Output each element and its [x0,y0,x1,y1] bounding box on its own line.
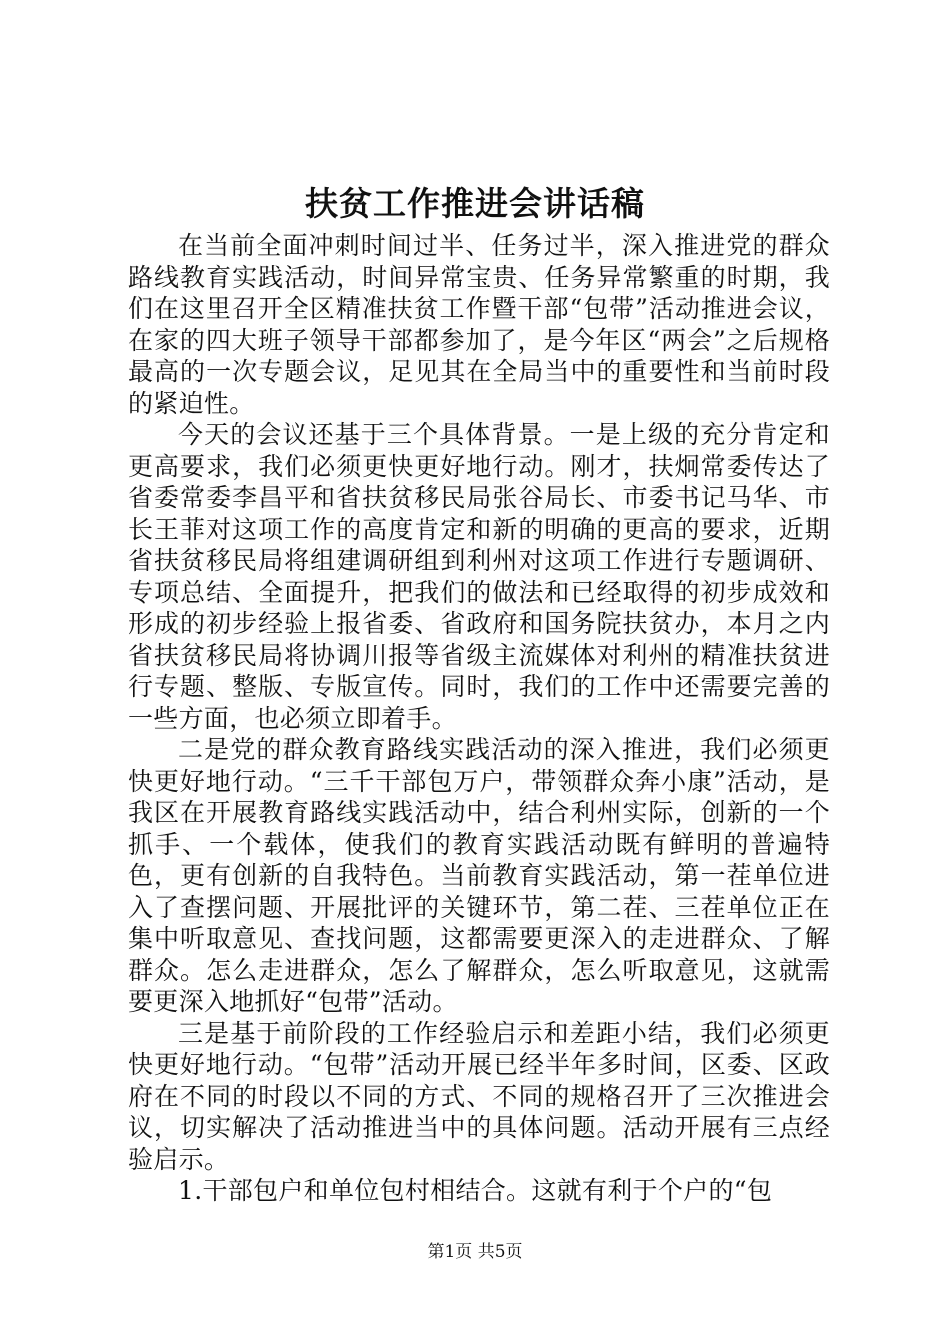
document-title: 扶贫工作推进会讲话稿 [305,184,645,223]
paragraph-background-3: 三是基于前阶段的工作经验启示和差距小结，我们必须更快更好地行动。“包带”活动开展已经半年多时间，区委、区政府在不同的时段以不同的方式、不同的规格召开了三次推进会议，切实解决了活动推进当中的具体问题。活动开展有三点经验启示。 [128,1018,830,1174]
paragraph-intro: 在当前全面冲刺时间过半、任务过半，深入推进党的群众路线教育实践活动，时间异常宝贵、任务异常繁重的时期，我们在这里召开全区精准扶贫工作暨干部“包带”活动推进会议，在家的四大班子领导干部都参加了，是今年区“两会”之后规格最高的一次专题会议，足见其在全局当中的重要性和当前时段的紧迫性。 [128,231,830,418]
page-number-footer: 第1页 共5页 [427,1242,523,1262]
paragraph-background-1: 今天的会议还基于三个具体背景。一是上级的充分肯定和更高要求，我们必须更快更好地行动。刚才，扶炯常委传达了省委常委李昌平和省扶贫移民局张谷局长、市委书记马华、市长王菲对这项工作的高度肯定和新的明确的更高的要求，近期省扶贫移民局将组建调研组到利州对这项工作进行专题调研、专项总结、全面提升，把我们的做法和已经取得的初步成效和形成的初步经验上报省委、省政府和国务院扶贫办，本月之内省扶贫移民局将协调川报等省级主流媒体对利州的精准扶贫进行专题、整版、专版宣传。同时，我们的工作中还需要完善的一些方面，也必须立即着手。 [128,420,830,733]
paragraph-background-2: 二是党的群众教育路线实践活动的深入推进，我们必须更快更好地行动。“三千干部包万户，带领群众奔小康”活动，是我区在开展教育路线实践活动中，结合利州实际，创新的一个抓手、一个载体，使我们的教育实践活动既有鲜明的普遍特色，更有创新的自我特色。当前教育实践活动，第一茬单位进入了查摆问题、开展批评的关键环节，第二茬、三茬单位正在集中听取意见、查找问题，这都需要更深入的走进群众、了解群众。怎么走进群众，怎么了解群众，怎么听取意见，这就需要更深入地抓好“包带”活动。 [128,735,830,1016]
paragraph-item-1: 1.干部包户和单位包村相结合。这就有利于个户的“包 [178,1176,773,1205]
document-body [128,230,830,1207]
